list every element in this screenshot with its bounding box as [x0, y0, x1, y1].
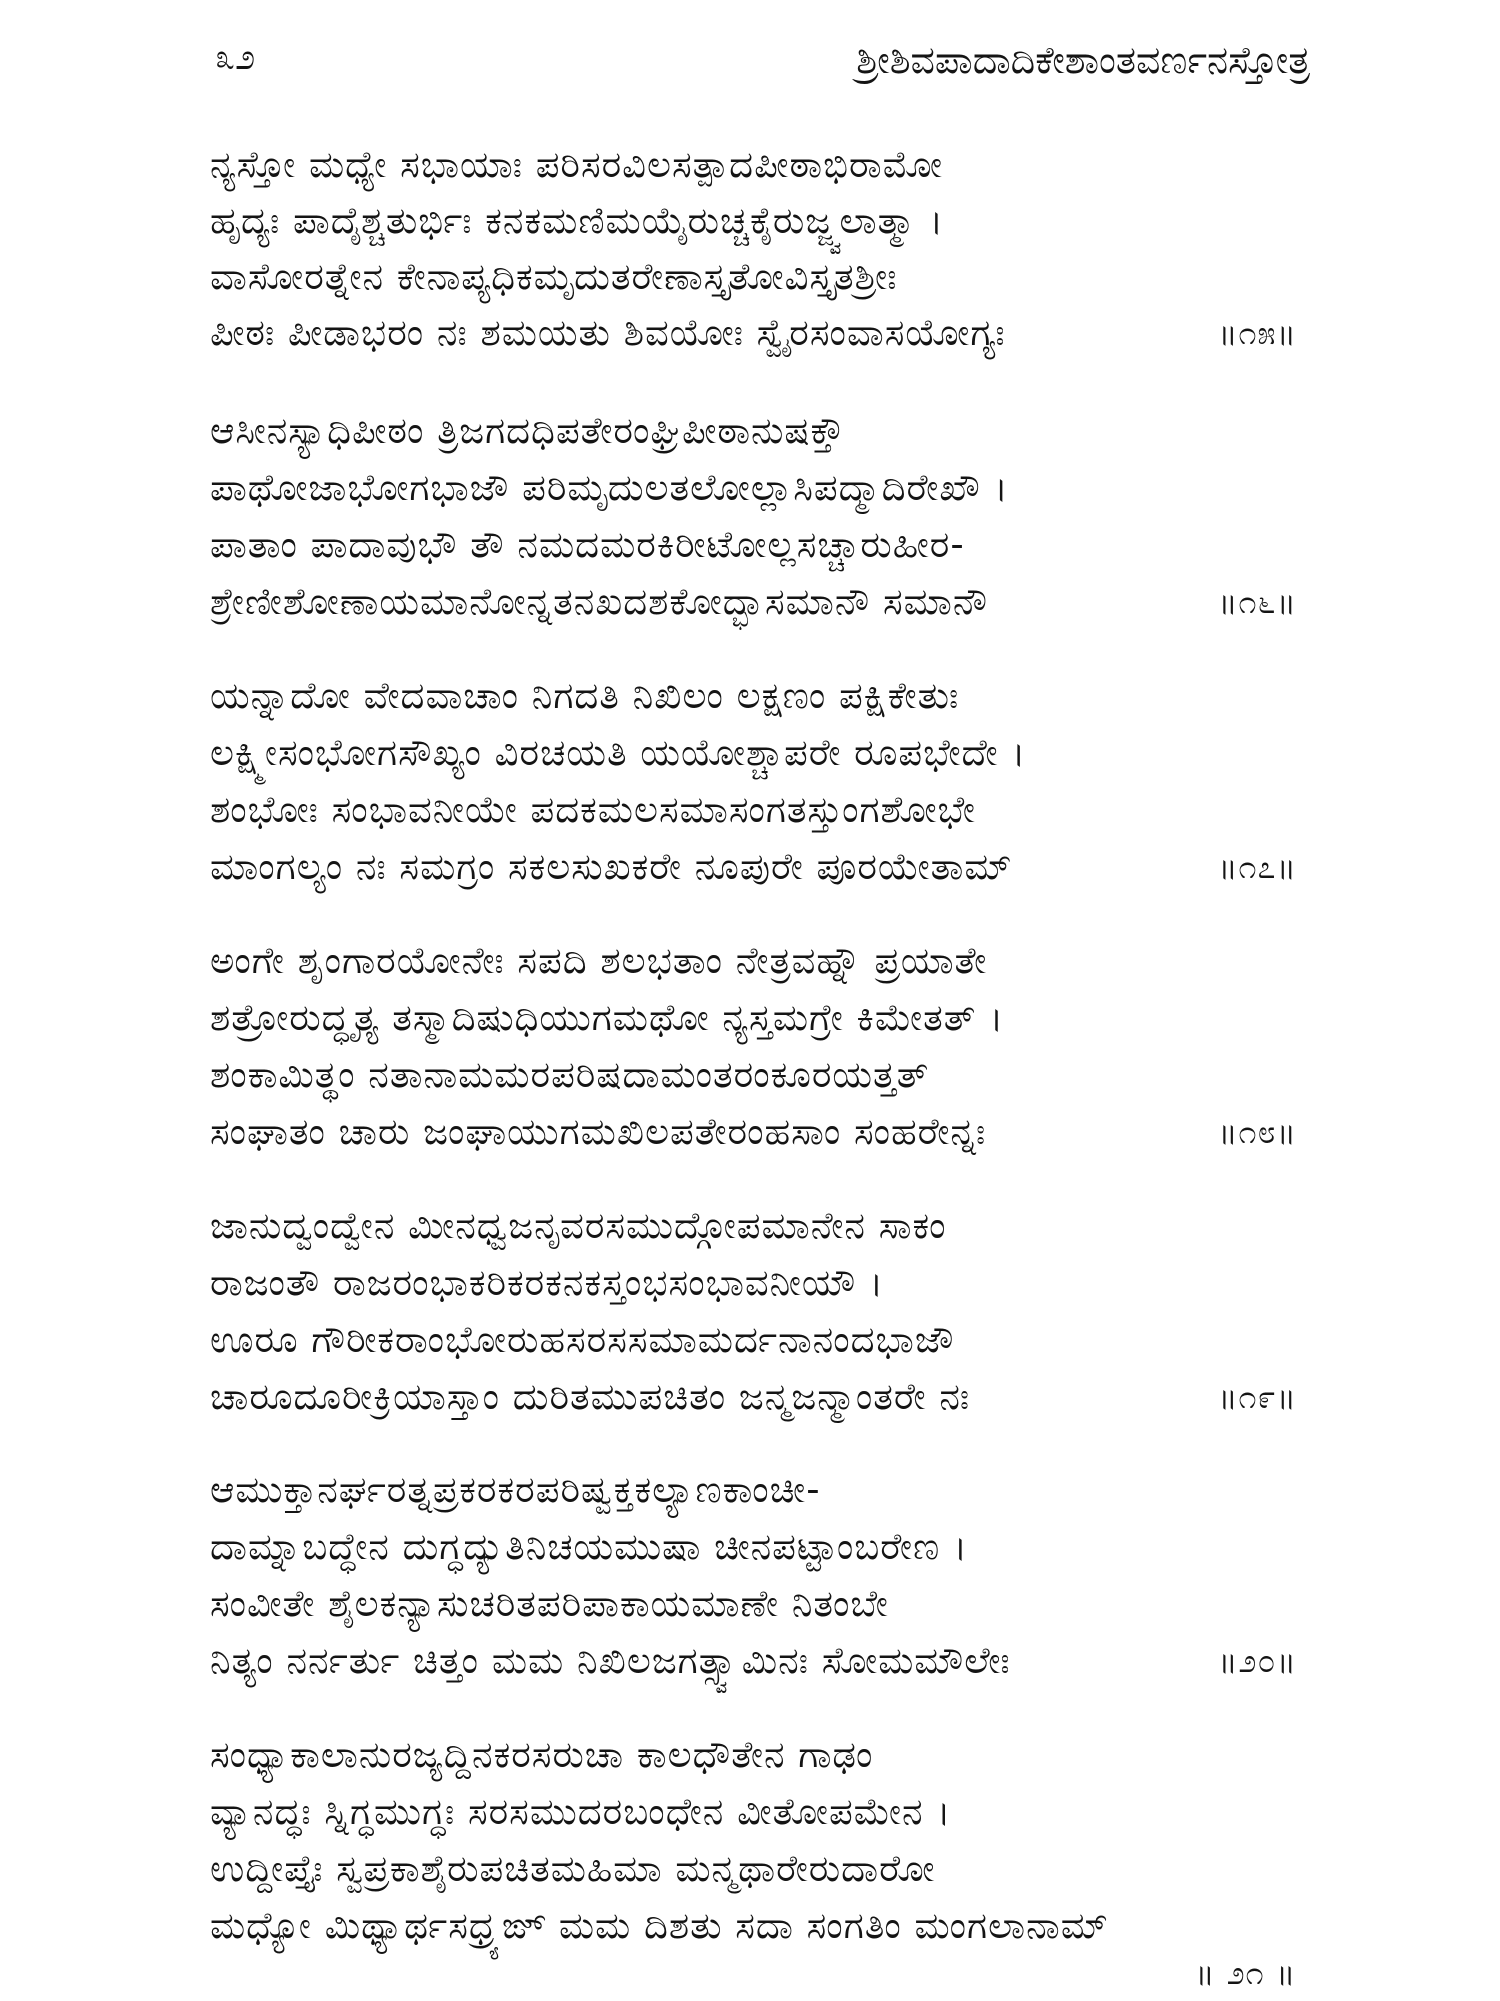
running-title: ಶ್ರೀಶಿವಪಾದಾದಿಕೇಶಾಂತವರ್ಣನಸ್ತೋತ್ರ [856, 38, 1310, 82]
verse-line: ಶ್ರೇಣೀಶೋಣಾಯಮಾನೋನ್ನತನಖದಶಕೋದ್ಭಾಸಮಾನೌ ಸಮಾನೌ [210, 580, 989, 623]
verse-number: ॥ ೨೧ ॥ [1195, 1954, 1297, 1992]
verse-line: ಆಮುಕ್ತಾನರ್ಘರತ್ನಪ್ರಕರಕರಪರಿಷ್ವಕ್ತಕಲ್ಯಾಣಕಾಂಚೀ- [210, 1468, 821, 1511]
verse-line: ರಾಜಂತೌ ರಾಜರಂಭಾಕರಿಕರಕನಕಸ್ತಂಭಸಂಭಾವನೀಯೌ । [210, 1261, 885, 1304]
verse-line: ಚಾರೂದೂರೀಕ್ರಿಯಾಸ್ತಾಂ ದುರಿತಮುಪಚಿತಂ ಜನ್ಮಜನ್ಮಾಂತರೇ ನಃ [210, 1375, 971, 1418]
verse-line: ಸಂವೀತೇ ಶೈಲಕನ್ಯಾಸುಚರಿತಪರಿಪಾಕಾಯಮಾಣೇ ನಿತಂಬೇ [210, 1582, 889, 1625]
verse-number: ॥೨೦॥ [1218, 1642, 1297, 1680]
verse-line: ಊರೂ ಗೌರೀಕರಾಂಭೋರುಹಸರಸಸಮಾಮರ್ದನಾನಂದಭಾಜೌ [210, 1318, 955, 1361]
verse-line: ಸಂಘಾತಂ ಚಾರು ಜಂಘಾಯುಗಮಖಿಲಪತೇರಂಹಸಾಂ ಸಂಹರೇನ್ನಃ [210, 1110, 987, 1153]
verse-line: ನ್ಯಸ್ತೋ ಮಧ್ಯೇ ಸಭಾಯಾಃ ಪರಿಸರವಿಲಸತ್ಪಾದಪೀಠಾಭಿರಾಮೋ [210, 143, 944, 186]
verse-line: ವಾಸೋರತ್ನೇನ ಕೇನಾಪ್ಯಧಿಕಮೃದುತರೇಣಾಸ್ತೃತೋವಿಸ್ತೃತಶ್ರೀಃ [210, 255, 898, 298]
verse-line: ಅಂಗೇ ಶೃಂಗಾರಯೋನೇಃ ಸಪದಿ ಶಲಭತಾಂ ನೇತ್ರವಹ್ನೌ ಪ್ರಯಾತೇ [210, 939, 988, 982]
verse-number: ॥೧೭॥ [1218, 848, 1297, 886]
verse-line: ನಿತ್ಯಂ ನರ್ನರ್ತು ಚಿತ್ತಂ ಮಮ ನಿಖಿಲಜಗತ್ಸ್ವಾಮಿನಃ ಸೋಮಮೌಲೇಃ [210, 1639, 1011, 1682]
verse-line: ಶಂಭೋಃ ಸಂಭಾವನೀಯೇ ಪದಕಮಲಸಮಾಸಂಗತಸ್ತುಂಗಶೋಭೇ [210, 788, 976, 831]
verse-line: ಲಕ್ಷ್ಮೀಸಂಭೋಗಸೌಖ್ಯಂ ವಿರಚಯತಿ ಯಯೋಶ್ಚಾಪರೇ ರೂಪಭೇದೇ । [210, 731, 1027, 774]
page-number: ೩೨ [215, 37, 256, 78]
verse-number: ॥೧೮॥ [1218, 1113, 1297, 1151]
verse-line: ಶತ್ರೋರುದ್ಧೃತ್ಯ ತಸ್ಮಾದಿಷುಧಿಯುಗಮಥೋ ನ್ಯಸ್ತಮಗ್ರೇ ಕಿಮೇತತ್ । [210, 996, 1005, 1039]
verse-line: ಆಸೀನಸ್ಯಾಧಿಪೀಠಂ ತ್ರಿಜಗದಧಿಪತೇರಂಘ್ರಿಪೀಠಾನುಷಕ್ತೌ [210, 409, 846, 452]
verse-line: ಮಧ್ಯೋ ಮಿಥ್ಯಾರ್ಥಸಧ್ರ್ಯಙ್ ಮಮ ದಿಶತು ಸದಾ ಸಂಗತಿಂ ಮಂಗಲಾನಾಮ್ [210, 1904, 1109, 1947]
verse-line: ಜಾನುದ್ವಂದ್ವೇನ ಮೀನಧ್ವಜನೃವರಸಮುದ್ಗೋಪಮಾನೇನ ಸಾಕಂ [210, 1204, 947, 1247]
verse-number: ॥೧೬॥ [1218, 583, 1297, 621]
verse-line: ಸಂಧ್ಯಾಕಾಲಾನುರಜ್ಯದ್ದಿನಕರಸರುಚಾ ಕಾಲಧೌತೇನ ಗಾಢಂ [210, 1733, 874, 1776]
verse-line: ದಾಮ್ನಾಬದ್ಧೇನ ದುಗ್ಧದ್ಯುತಿನಿಚಯಮುಷಾ ಚೀನಪಟ್ಟಾಂಬರೇಣ । [210, 1525, 969, 1568]
verse-number: ॥೧೫॥ [1218, 314, 1297, 352]
verse-line: ವ್ಯಾನದ್ಧಃ ಸ್ನಿಗ್ಧಮುಗ್ಧಃ ಸರಸಮುದರಬಂಧೇನ ವೀತೋಪಮೇನ । [210, 1790, 952, 1833]
verse-line: ಯನ್ನಾದೋ ವೇದವಾಚಾಂ ನಿಗದತಿ ನಿಖಿಲಂ ಲಕ್ಷಣಂ ಪಕ್ಷಿಕೇತುಃ [210, 674, 960, 717]
verse-line: ಮಾಂಗಲ್ಯಂ ನಃ ಸಮಗ್ರಂ ಸಕಲಸುಖಕರೇ ನೂಪುರೇ ಪೂರಯೇತಾಮ್ [210, 845, 1013, 888]
verse-line: ಶಂಕಾಮಿತ್ಥಂ ನತಾನಾಮಮರಪರಿಷದಾಮಂತರಂಕೂರಯತ್ತತ್ [210, 1053, 930, 1096]
verse-line: ಪಾಥೋಜಾಭೋಗಭಾಜೌ ಪರಿಮೃದುಲತಲೋಲ್ಲಾಸಿಪದ್ಮಾದಿರೇಖೌ । [210, 466, 1009, 509]
verse-line: ಹೃದ್ಯಃ ಪಾದೈಶ್ಚತುರ್ಭಿಃ ಕನಕಮಣಿಮಯೈರುಚ್ಚಕೈರುಜ್ಜ್ವಲಾತ್ಮಾ । [210, 199, 945, 242]
verse-number: ॥೧೯॥ [1218, 1378, 1297, 1416]
verse-line: ಉದ್ದೀಪ್ತೈಃ ಸ್ವಪ್ರಕಾಶೈರುಪಚಿತಮಹಿಮಾ ಮನ್ಮಥಾರೇರುದಾರೋ [210, 1847, 936, 1890]
verse-line: ಪಾತಾಂ ಪಾದಾವುಭೌ ತೌ ನಮದಮರಕಿರೀಟೋಲ್ಲಸಚ್ಚಾರುಹೀರ- [210, 523, 965, 566]
verse-line: ಪೀಠಃ ಪೀಡಾಭರಂ ನಃ ಶಮಯತು ಶಿವಯೋಃ ಸ್ವೈರಸಂವಾಸಯೋಗ್ಯಃ [210, 311, 1006, 354]
